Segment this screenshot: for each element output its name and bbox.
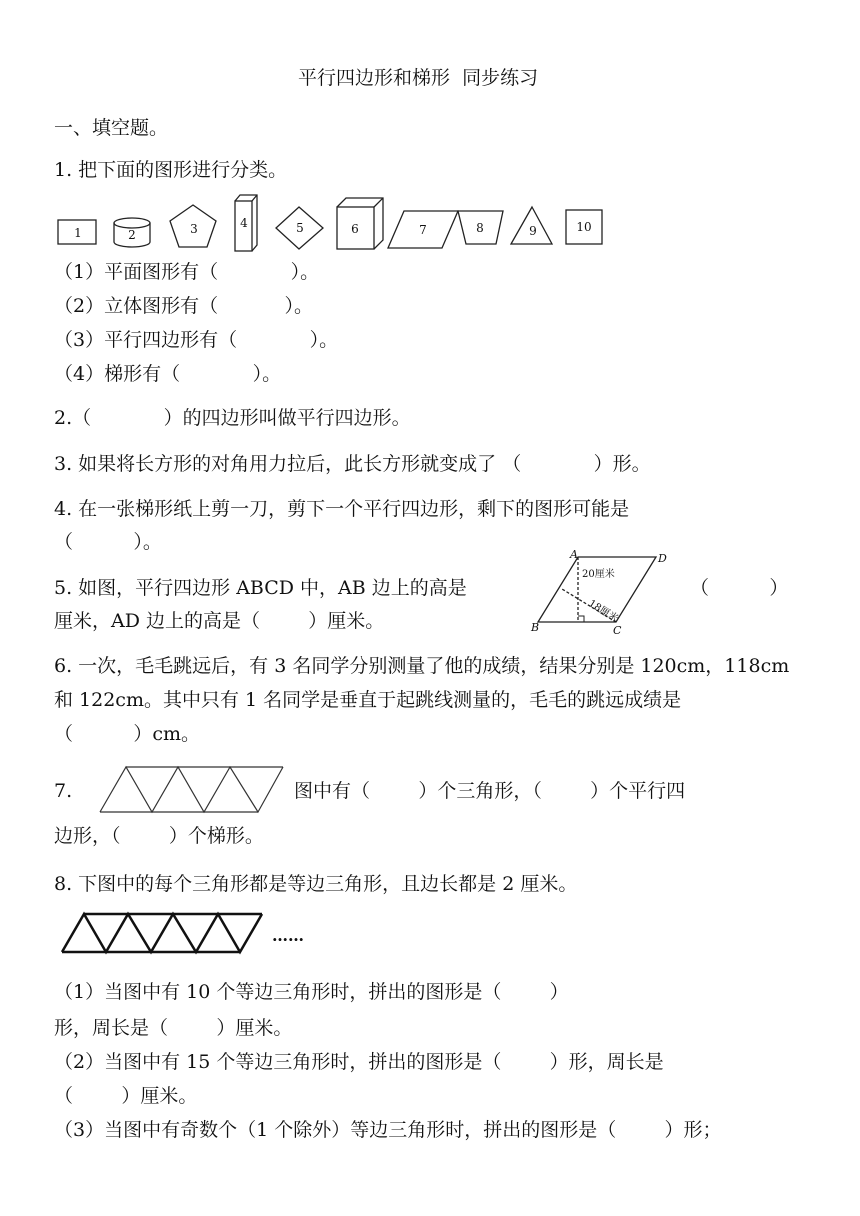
question-3: 3. 如果将长方形的对角用力拉后，此长方形就变成了 （ ）形。 — [54, 453, 651, 475]
shape-label: 6 — [351, 222, 359, 236]
question-6-line-3: （ ）cm。 — [54, 723, 201, 745]
shape-label: 9 — [529, 224, 537, 238]
question-1-text: 1. 把下面的图形进行分类。 — [54, 159, 288, 181]
shape-label: 10 — [576, 220, 592, 234]
question-4-line-2: （ ）。 — [54, 531, 162, 553]
question-8-sub-2b: （ ）厘米。 — [54, 1085, 198, 1107]
question-1-sub-4: （4）梯形有（ ）。 — [54, 363, 282, 385]
shape-label: 5 — [296, 221, 304, 235]
continuation-dots: …… — [272, 926, 304, 945]
shape-cube — [337, 198, 383, 249]
height-label: 18厘米 — [586, 598, 620, 625]
question-7-line-2: 边形，（ ）个梯形。 — [54, 825, 264, 847]
equilateral-triangles-figure — [60, 912, 330, 956]
height-label: 20厘米 — [582, 569, 615, 580]
question-8-sub-1a: （1）当图中有 10 个等边三角形时，拼出的图形是（ ） — [54, 981, 569, 1003]
shape-label: 7 — [419, 223, 427, 237]
section-heading: 一、填空题。 — [54, 117, 169, 139]
shape-label: 3 — [190, 222, 198, 236]
question-5-line-2: 厘米，AD 边上的高是（ ）厘米。 — [54, 610, 385, 632]
question-8-sub-1b: 形，周长是（ ）厘米。 — [54, 1017, 293, 1039]
question-1-sub-1: （1）平面图形有（ ）。 — [54, 261, 320, 283]
question-4-line-1: 4. 在一张梯形纸上剪一刀，剪下一个平行四边形，剩下的图形可能是 — [54, 498, 630, 520]
vertex-label: D — [658, 552, 667, 565]
vertex-label: A — [570, 548, 578, 561]
question-1-sub-2: （2）立体图形有（ ）。 — [54, 295, 314, 317]
question-8-text: 8. 下图中的每个三角形都是等边三角形，且边长都是 2 厘米。 — [54, 873, 578, 895]
vertex-label: C — [613, 624, 622, 637]
question-5-blank: （ ） — [690, 577, 789, 599]
question-8-sub-2a: （2）当图中有 15 个等边三角形时，拼出的图形是（ ）形，周长是 — [54, 1051, 664, 1073]
shape-label: 4 — [240, 216, 248, 230]
question-5-line-1: 5. 如图，平行四边形 ABCD 中，AB 边上的高是 — [54, 577, 467, 599]
question-7-line-1: 图中有（ ）个三角形，（ ）个平行四 — [294, 780, 686, 802]
page-title: 平行四边形和梯形 同步练习 — [298, 67, 539, 89]
vertex-label: B — [531, 621, 540, 634]
question-6-line-2: 和 122cm。其中只有 1 名同学是垂直于起跳线测量的，毛毛的跳远成绩是 — [54, 689, 682, 711]
shapes-figure — [52, 192, 612, 256]
shape-label: 2 — [128, 228, 136, 242]
shape-label: 8 — [476, 221, 484, 235]
question-1-sub-3: （3）平行四边形有（ ）。 — [54, 329, 339, 351]
question-7-number: 7. — [54, 780, 73, 802]
triangles-strip-figure — [98, 764, 288, 816]
question-2: 2.（ ）的四边形叫做平行四边形。 — [54, 407, 411, 429]
question-8-sub-3: （3）当图中有奇数个（1 个除外）等边三角形时，拼出的图形是（ ）形； — [54, 1119, 722, 1141]
question-6-line-1: 6. 一次，毛毛跳远后，有 3 名同学分别测量了他的成绩，结果分别是 120cm，118cm — [54, 655, 790, 677]
parallelogram-figure — [528, 547, 668, 637]
shape-label: 1 — [74, 226, 82, 240]
